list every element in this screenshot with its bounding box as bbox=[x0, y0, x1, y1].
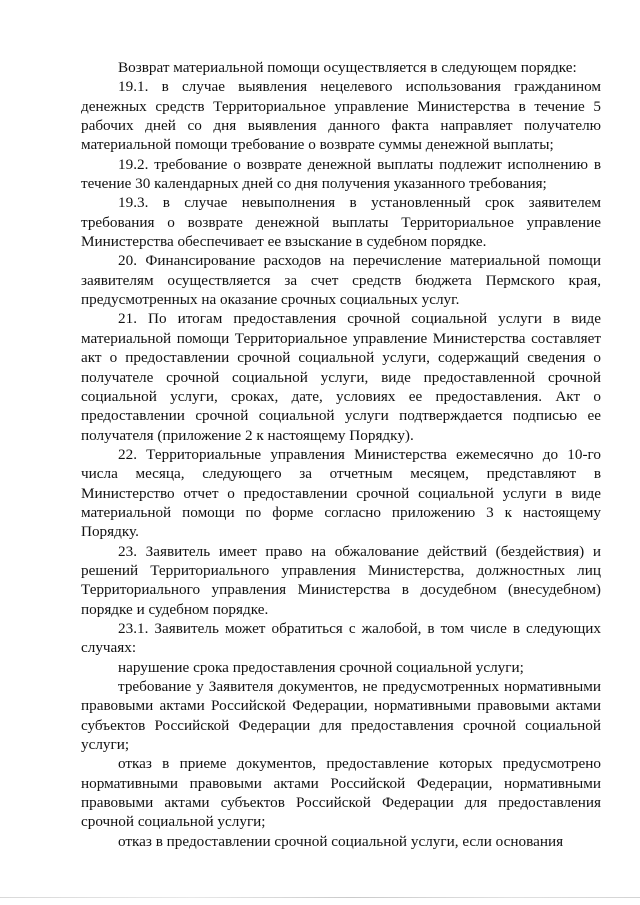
paragraph-19-3: 19.3. в случае невыполнения в установленный срок заявителем требования о возврате денежной выплаты Территориальное управление Министерства обеспечивает ее взыскание в судебном порядке. bbox=[81, 194, 601, 251]
paragraph-21: 21. По итогам предоставления срочной социальной услуги в виде материальной помощи Территориальное управление Министерства составляет акт о предоставлении срочной социальной услуги, содержащий сведения о получателе срочной социальной услуги, виде предоставленной срочной социальной услуги, сроках, дате, условиях ее предоставления. Акт о предоставлении срочной социальной услуги подтверждается подписью ее получателя (приложение 2 к настоящему Порядку). bbox=[81, 310, 601, 444]
paragraph-return-procedure: Возврат материальной помощи осуществляется в следующем порядке: bbox=[118, 59, 577, 76]
document-body bbox=[81, 58, 601, 851]
paragraph-19-2: 19.2. требование о возврате денежной выплаты подлежит исполнению в течение 30 календарных дней со дня получения указанного требования; bbox=[81, 155, 601, 193]
paragraph-19-1: 19.1. в случае выявления нецелевого использования гражданином денежных средств Территориальное управление Министерства в течение 5 рабочих дней со дня выявления данного факта направляет получателю материальной помощи требование о возврате суммы денежной выплаты; bbox=[81, 78, 601, 154]
list-item-document-refusal: отказ в приеме документов, предоставление которых предусмотрено нормативными правовыми актами Российской Федерации, нормативными правовыми актами субъектов Российской Федерации для предоставления срочной социальной услуги; bbox=[81, 755, 601, 831]
paragraph-23-1: 23.1. Заявитель может обратиться с жалобой, в том числе в следующих случаях: bbox=[81, 619, 601, 657]
list-item-deadline-violation: нарушение срока предоставления срочной социальной услуги; bbox=[118, 658, 524, 676]
scan-bottom-edge bbox=[0, 897, 640, 898]
paragraph-20: 20. Финансирование расходов на перечисление материальной помощи заявителям осуществляется за счет средств бюджета Пермского края, предусмотренных на оказание срочных социальных услуг. bbox=[81, 252, 601, 309]
paragraph-22: 22. Территориальные управления Министерства ежемесячно до 10-го числа месяца, следующего за отчетным месяцем, представляют в Министерство отчет о предоставлении срочной социальной услуги в виде материальной помощи по форме согласно приложению 3 к настоящему Порядку. bbox=[81, 445, 601, 541]
paragraph-23: 23. Заявитель имеет право на обжалование действий (бездействия) и решений Территориального управления Министерства, должностных лиц Территориального управления Министерства в досудебном (внесудебном) порядке и судебном порядке. bbox=[81, 542, 601, 618]
list-item-document-demand: требование у Заявителя документов, не предусмотренных нормативными правовыми актами Российской Федерации, нормативными правовыми актами субъектов Российской Федерации для предоставления срочной социальной услуги; bbox=[81, 678, 601, 754]
list-item-service-refusal: отказ в предоставлении срочной социальной услуги, если основания bbox=[118, 832, 564, 850]
